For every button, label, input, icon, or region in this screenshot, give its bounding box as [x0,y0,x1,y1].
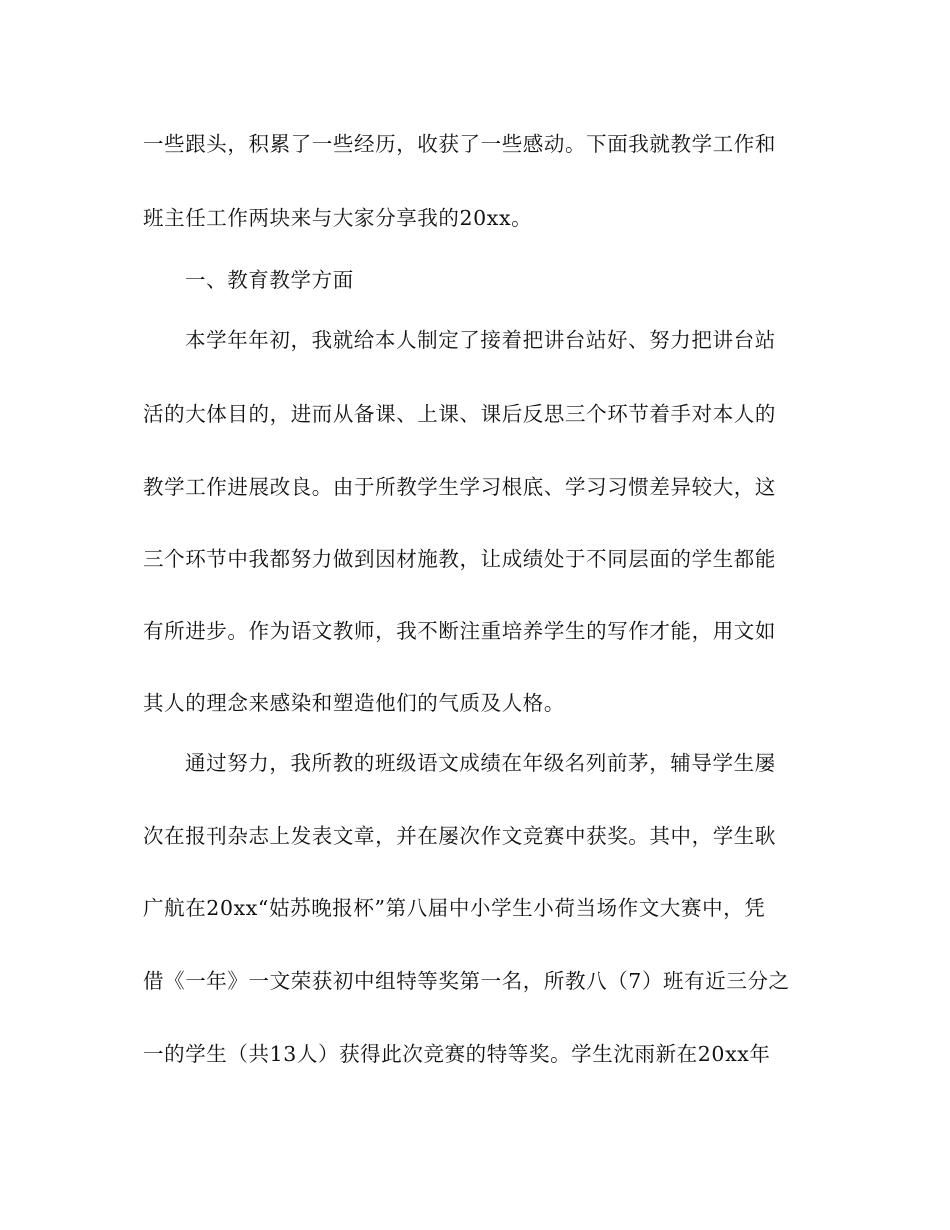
text-line: 班主任工作两块来与大家分享我的20xx。 [143,206,533,230]
text-line: 借《一年》一文荣获初中组特等奖第一名，所教八（7）班有近三分之 [143,969,790,993]
text-line: 有所进步。作为语文教师，我不断注重培养学生的写作才能，用文如 [143,619,776,643]
text-line: 本学年年初，我就给本人制定了接着把讲台站好、努力把讲台站 [185,328,776,352]
text-line: 广航在20xx“姑苏晚报杯”第八届中小学生小荷当场作文大赛中，凭 [143,896,766,920]
text-line: 其人的理念来感染和塑造他们的气质及人格。 [143,691,565,715]
text-line: 通过努力，我所教的班级语文成绩在年级名列前茅，辅导学生屡 [185,751,776,775]
text-line: 三个环节中我都努力做到因材施教，让成绩处于不同层面的学生都能 [143,547,776,571]
text-line: 一的学生（共13人）获得此次竞赛的特等奖。学生沈雨新在20xx年 [143,1042,771,1066]
text-line: 一些跟头，积累了一些经历，收获了一些感动。下面我就教学工作和 [143,132,776,156]
text-line: 教学工作进展改良。由于所教学生学习根底、学习习惯差异较大，这 [143,475,776,499]
section-heading: 一、教育教学方面 [185,268,354,292]
text-line: 次在报刊杂志上发表文章，并在屡次作文竞赛中获奖。其中，学生耿 [143,824,776,848]
text-line: 活的大体目的，进而从备课、上课、课后反思三个环节着手对本人的 [143,402,776,426]
